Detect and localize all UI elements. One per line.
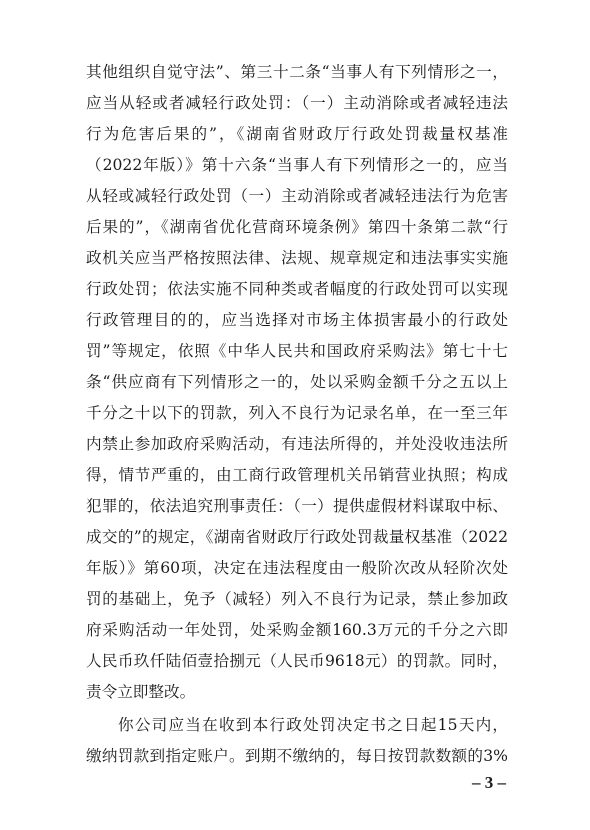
text-line: 府采购活动一年处罚，处采购金额160.3万元的千分之六即 (86, 621, 508, 639)
text-line: 得，情节严重的，由工商行政管理机关吊销营业执照；构成 (86, 466, 508, 484)
text-line: 罚的基础上，免予（减轻）列入不良行为记录，禁止参加政 (86, 590, 508, 608)
text-line: 你公司应当在收到本行政处罚决定书之日起15天内， (118, 716, 508, 734)
text-line: 行政管理目的的，应当选择对市场主体损害最小的行政处 (86, 311, 508, 329)
text-line: 行政处罚；依法实施不同种类或者幅度的行政处罚可以实现 (86, 280, 508, 298)
text-line: 成交的”的规定，《湖南省财政厅行政处罚裁量权基准（2022 (86, 528, 508, 546)
text-line: 缴纳罚款到指定账户。到期不缴纳的，每日按罚款数额的3% (86, 747, 508, 765)
text-line: 条“供应商有下列情形之一的，处以采购金额千分之五以上 (86, 373, 508, 391)
text-line: 千分之十以下的罚款，列入不良行为记录名单，在一至三年 (86, 404, 508, 422)
text-line: 年版）》第60项，决定在违法程度由一般阶次改从轻阶次处 (86, 559, 508, 577)
text-line: 行为危害后果的”，《湖南省财政厅行政处罚裁量权基准 (86, 125, 508, 143)
text-line: 从轻或减轻行政处罚（一）主动消除或者减轻违法行为危害 (86, 187, 508, 205)
text-line: 政机关应当严格按照法律、法规、规章规定和违法事实实施 (86, 249, 508, 267)
text-line: 犯罪的，依法追究刑事责任：（一）提供虚假材料谋取中标、 (86, 497, 508, 515)
text-line: 人民币玖仟陆佰壹拾捌元（人民币9618元）的罚款。同时， (86, 652, 508, 670)
page-number: – 3 – (472, 773, 506, 792)
text-line: 罚”等规定，依照《中华人民共和国政府采购法》第七十七 (86, 342, 508, 360)
text-line: 内禁止参加政府采购活动，有违法所得的，并处没收违法所 (86, 435, 508, 453)
text-line: 其他组织自觉守法”、第三十二条“当事人有下列情形之一， (86, 63, 508, 81)
text-line: 应当从轻或者减轻行政处罚：（一）主动消除或者减轻违法 (86, 94, 508, 112)
text-line: 后果的”，《湖南省优化营商环境条例》第四十条第二款“行 (86, 218, 508, 236)
text-line: （2022年版）》第十六条“当事人有下列情形之一的，应当 (86, 156, 508, 174)
text-line: 责令立即整改。 (86, 683, 196, 701)
